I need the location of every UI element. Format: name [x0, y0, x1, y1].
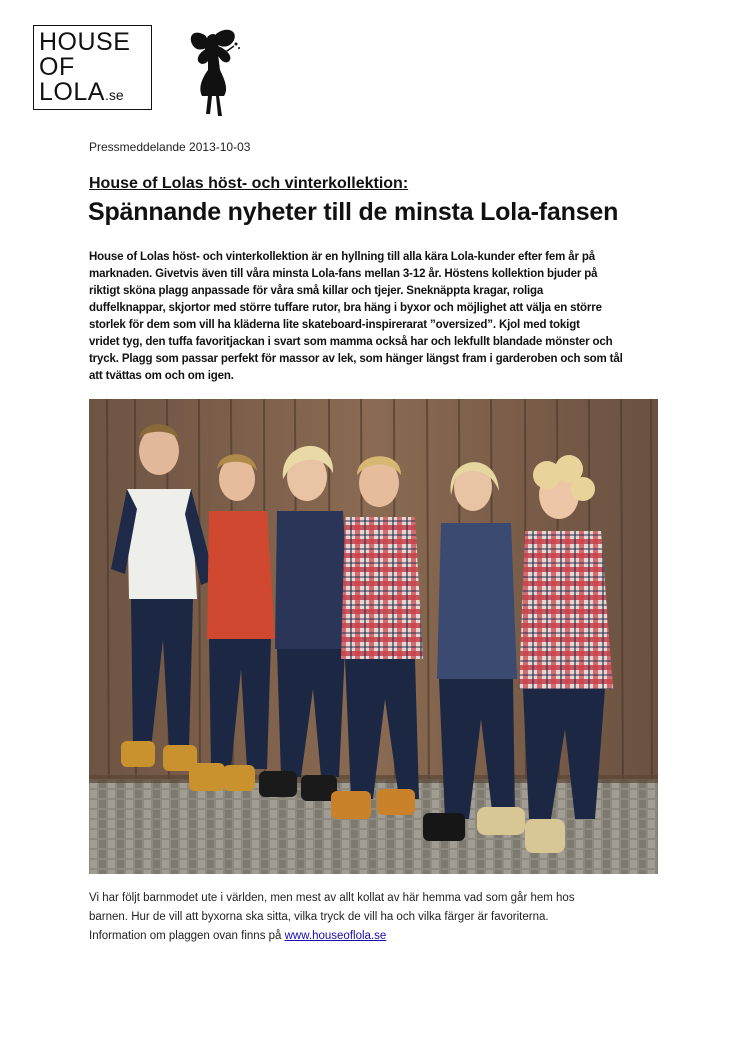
logo-line-lola	[39, 80, 151, 108]
press-release-date: Pressmeddelande 2013-10-03	[89, 140, 251, 154]
logo-line-house: HOUSE	[39, 28, 131, 56]
page-title: Spännande nyheter till de minsta Lola-fansen	[88, 198, 619, 226]
body-paragraph	[89, 889, 649, 946]
lead-line: att tvättas om och om igen.	[89, 370, 234, 382]
house-of-lola-logo	[33, 25, 152, 110]
kids-collection-photo	[89, 399, 658, 874]
body-line: Vi har följt barnmodet ute i världen, men mest av allt kollat av här hemma vad som går hem hos	[89, 892, 575, 904]
lead-line: tryck. Plagg som passar perfekt för massor av lek, som hänger längst fram i garderoben och som tål	[89, 353, 623, 365]
body-line: barnen. Hur de vill att byxorna ska sitta, vilka tryck de vill ha och vilka färger är favoriterna.	[89, 911, 549, 923]
lead-line: riktigt sköna plagg anpassade för våra små killar och tjejer. Sneknäppta kragar, roliga	[89, 285, 544, 297]
website-link[interactable]: www.houseoflola.se	[284, 930, 387, 942]
lead-paragraph	[89, 249, 659, 385]
logo-se-suffix: .se	[104, 87, 124, 103]
lead-line: House of Lolas höst- och vinterkollektion är en hyllning till alla kära Lola-kunder efter fem år på	[89, 251, 595, 263]
info-line	[89, 927, 649, 946]
fairy-silhouette-icon	[186, 26, 242, 118]
press-release-subtitle: House of Lolas höst- och vinterkollektion:	[89, 175, 409, 192]
lead-line: storlek för dem som vill ha kläderna lite skateboard-inspirerarat ”oversized”. Kjol med tokigt	[89, 319, 580, 331]
logo-lola-text: LOLA	[39, 78, 105, 106]
lead-line: marknaden. Givetvis även till våra minsta Lola-fans mellan 3-12 år. Höstens kollektion bjuder på	[89, 268, 598, 280]
logo-line-of: OF	[39, 53, 75, 81]
lead-line: vridet tyg, den tuffa favoritjackan i svart som mamma också har och lekfullt blandade mönster och	[89, 336, 613, 348]
info-prefix: Information om plaggen ovan finns på	[89, 930, 285, 942]
lead-line: duffelknappar, skjortor med större tuffare rutor, bra häng i byxor och möjlighet att välja en större	[89, 302, 602, 314]
